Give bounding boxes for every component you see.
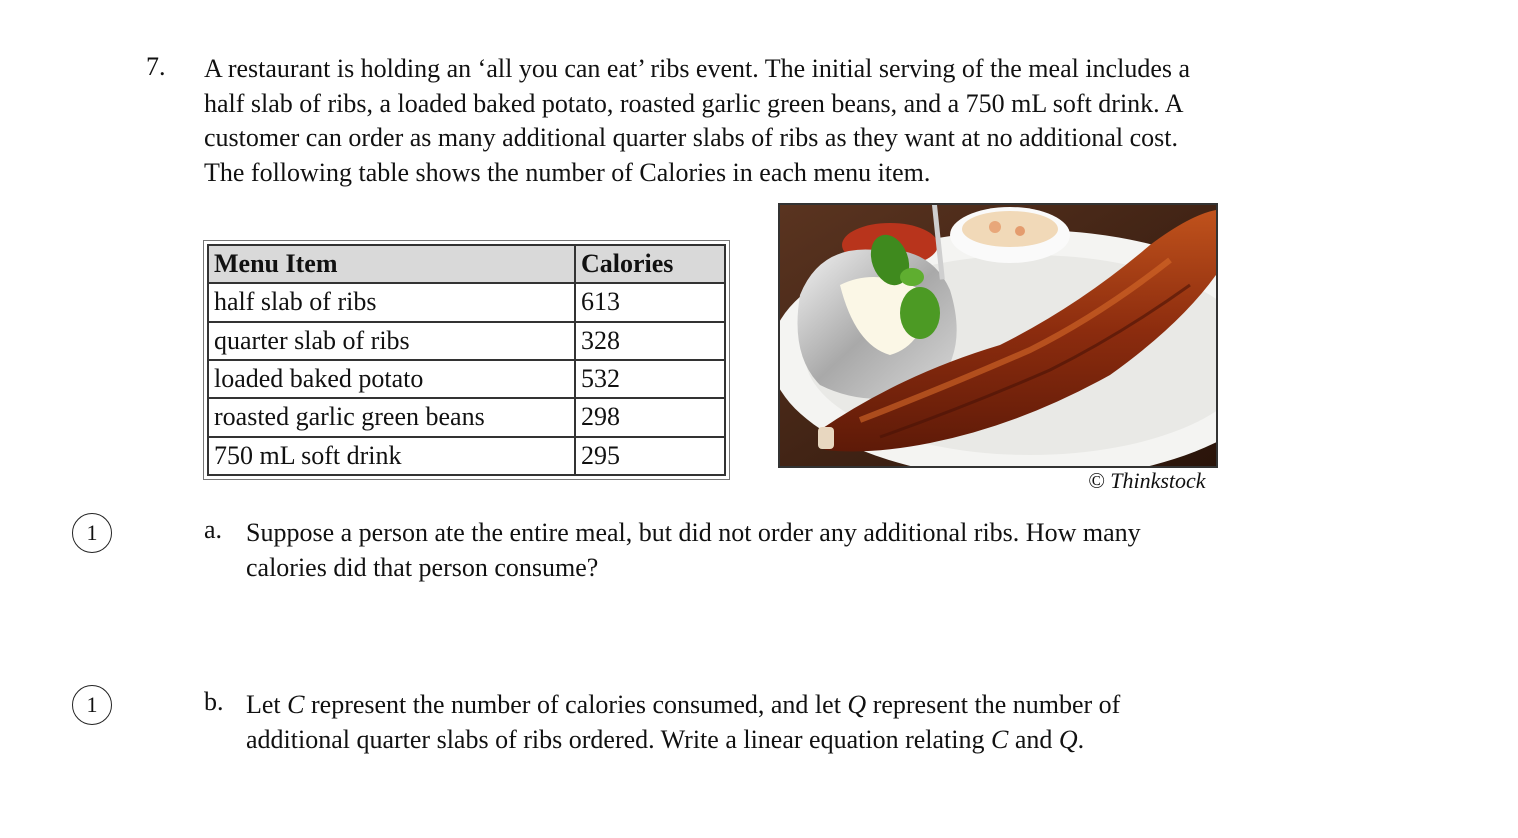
intro-line: The following table shows the number of Calories in each menu item. bbox=[204, 157, 931, 187]
menu-item-cell: loaded baked potato bbox=[208, 360, 575, 398]
part-a-text bbox=[246, 515, 1306, 585]
calories-cell: 613 bbox=[575, 283, 725, 321]
header-menu-item: Menu Item bbox=[208, 245, 575, 283]
menu-item-cell: roasted garlic green beans bbox=[208, 398, 575, 436]
table-row bbox=[208, 398, 725, 436]
text-fragment: represent the number of bbox=[866, 690, 1121, 719]
variable-c: C bbox=[991, 725, 1009, 754]
photo-credit: © Thinkstock bbox=[1088, 468, 1206, 493]
text-fragment: represent the number of calories consumed, and let bbox=[304, 690, 848, 719]
calories-cell: 298 bbox=[575, 398, 725, 436]
ribs-meal-photo bbox=[778, 203, 1218, 468]
table-header-row bbox=[208, 245, 725, 283]
text-fragment: Let bbox=[246, 690, 288, 719]
variable-c: C bbox=[287, 690, 305, 719]
menu-item-cell: 750 mL soft drink bbox=[208, 437, 575, 475]
calories-cell: 532 bbox=[575, 360, 725, 398]
calories-table-container bbox=[203, 240, 730, 480]
calories-cell: 328 bbox=[575, 322, 725, 360]
text-fragment: additional quarter slabs of ribs ordered. Write a linear equation relating bbox=[246, 725, 991, 754]
menu-item-cell: quarter slab of ribs bbox=[208, 322, 575, 360]
menu-item-cell: half slab of ribs bbox=[208, 283, 575, 321]
variable-q: Q bbox=[1058, 725, 1078, 754]
question-number: 7. bbox=[146, 52, 166, 81]
variable-q: Q bbox=[847, 690, 867, 719]
question-intro bbox=[204, 52, 1324, 190]
table-row bbox=[208, 437, 725, 475]
part-a-line: Suppose a person ate the entire meal, but did not order any additional ribs. How many bbox=[246, 518, 1141, 547]
table-row bbox=[208, 322, 725, 360]
part-b-label: b. bbox=[204, 687, 224, 716]
intro-line: A restaurant is holding an ‘all you can eat’ ribs event. The initial serving of the meal includes a bbox=[204, 54, 1191, 83]
part-b-text bbox=[246, 687, 1306, 757]
points-badge: 1 bbox=[72, 513, 112, 553]
part-a-label: a. bbox=[204, 515, 223, 544]
text-fragment: and bbox=[1008, 725, 1059, 754]
part-b-line bbox=[246, 687, 1306, 722]
part-b-line bbox=[246, 722, 1306, 757]
intro-line: half slab of ribs, a loaded baked potato, roasted garlic green beans, and a 750 mL soft drink. A bbox=[204, 88, 1184, 118]
calories-table bbox=[207, 244, 726, 476]
table-row bbox=[208, 360, 725, 398]
text-fragment: . bbox=[1077, 725, 1085, 754]
part-a-line: calories did that person consume? bbox=[246, 553, 599, 582]
table-row bbox=[208, 283, 725, 321]
header-calories: Calories bbox=[575, 245, 725, 283]
intro-line: customer can order as many additional quarter slabs of ribs as they want at no additional cost. bbox=[204, 123, 1178, 152]
points-badge: 1 bbox=[72, 685, 112, 725]
calories-cell: 295 bbox=[575, 437, 725, 475]
